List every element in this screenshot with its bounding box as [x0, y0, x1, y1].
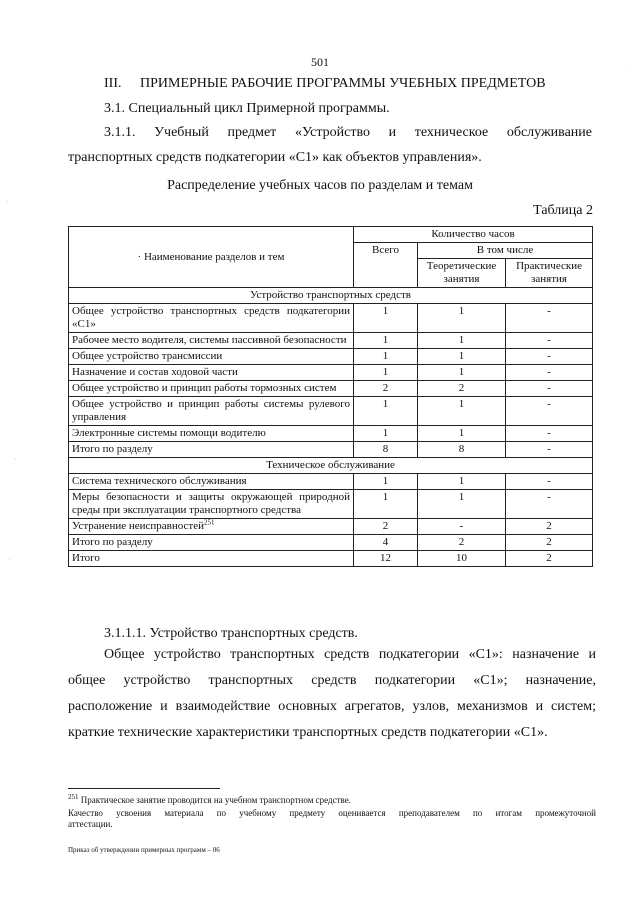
subsection-heading-2-line-2: транспортных средств подкатегории «С1» как объектов управления». — [68, 150, 482, 165]
table-label: Таблица 2 — [533, 203, 593, 218]
row-name: Общее устройство транспортных средств подкатегории «С1» — [72, 305, 350, 330]
paragraph-line: расположение и взаимодействие основных агрегатов, узлов, механизмов и систем; — [68, 699, 596, 714]
row-name: Устранение неисправностей — [72, 520, 204, 532]
row-theory-cell: 10 — [418, 551, 506, 567]
table-row — [69, 365, 593, 381]
section-title-cell: Устройство транспортных средств — [69, 288, 593, 304]
table-row — [69, 304, 593, 333]
row-theory-cell: 1 — [418, 365, 506, 381]
row-name: Итого — [72, 552, 100, 564]
row-theory-cell: 2 — [418, 381, 506, 397]
row-name-cell — [69, 551, 354, 567]
row-practice-cell: - — [506, 426, 593, 442]
row-name: Меры безопасности и защиты окружающей природной среды при эксплуатации транспортного средства — [72, 491, 350, 516]
row-total-cell: 1 — [354, 349, 418, 365]
row-name: Итого по разделу — [72, 443, 153, 455]
row-practice-cell: 2 — [506, 551, 593, 567]
hours-table — [68, 226, 593, 567]
row-practice-cell: - — [506, 349, 593, 365]
table-row — [69, 551, 593, 567]
table-row — [69, 474, 593, 490]
row-practice-cell: - — [506, 397, 593, 426]
row-theory-cell: 1 — [418, 349, 506, 365]
header-including: В том числе — [418, 243, 593, 259]
section-heading — [104, 76, 546, 92]
section-title: ПРИМЕРНЫЕ РАБОЧИЕ ПРОГРАММЫ УЧЕБНЫХ ПРЕДМЕТОВ — [140, 76, 546, 91]
row-practice-cell: - — [506, 442, 593, 458]
subsection-heading-1: 3.1. Специальный цикл Примерной программы. — [104, 101, 390, 116]
row-name: Рабочее место водителя, системы пассивной безопасности — [72, 334, 347, 346]
row-name: Общее устройство и принцип работы тормозных систем — [72, 382, 337, 394]
row-theory-cell: 1 — [418, 333, 506, 349]
subsection-heading-2-line-1: 3.1.1. Учебный предмет «Устройство и техническое обслуживание — [104, 125, 592, 140]
table-row — [69, 426, 593, 442]
scan-speck: · — [8, 555, 11, 564]
row-total-cell: 1 — [354, 426, 418, 442]
row-name: Назначение и состав ходовой части — [72, 366, 238, 378]
table-row — [69, 397, 593, 426]
table-header-row-1 — [69, 227, 593, 243]
row-practice-cell: - — [506, 490, 593, 519]
row-practice-cell: - — [506, 381, 593, 397]
row-practice-cell: - — [506, 474, 593, 490]
page-footer: Приказ об утверждении примерных программ – 06 — [68, 846, 220, 854]
section-title-cell: Техническое обслуживание — [69, 458, 593, 474]
row-theory-cell: 1 — [418, 474, 506, 490]
section-row — [69, 458, 593, 474]
distribution-title: Распределение учебных часов по разделам и темам — [167, 178, 473, 193]
footnote-ref: 251 — [203, 518, 215, 527]
table-row — [69, 490, 593, 519]
paragraph-line: краткие технические характеристики транспортных средств подкатегории «С1». — [68, 725, 548, 740]
table-row — [69, 381, 593, 397]
row-total-cell: 2 — [354, 381, 418, 397]
table-row — [69, 535, 593, 551]
scan-speck: · — [14, 455, 17, 464]
subsection-heading-3: 3.1.1.1. Устройство транспортных средств. — [104, 626, 358, 641]
row-total-cell: 1 — [354, 397, 418, 426]
scan-speck: · — [628, 60, 631, 69]
row-theory-cell: 1 — [418, 426, 506, 442]
row-theory-cell: 8 — [418, 442, 506, 458]
header-practice: Практические занятия — [506, 259, 593, 288]
row-name-cell — [69, 474, 354, 490]
row-theory-cell: 1 — [418, 397, 506, 426]
row-name-cell — [69, 397, 354, 426]
header-total: Всего — [354, 243, 418, 288]
row-total-cell: 12 — [354, 551, 418, 567]
row-name: Общее устройство трансмиссии — [72, 350, 223, 362]
table-row — [69, 442, 593, 458]
header-theory: Теоретические занятия — [418, 259, 506, 288]
row-name: Система технического обслуживания — [72, 475, 247, 487]
row-total-cell: 8 — [354, 442, 418, 458]
row-theory-cell: 1 — [418, 304, 506, 333]
table-row — [69, 519, 593, 535]
footnote-1 — [68, 795, 351, 805]
row-total-cell: 2 — [354, 519, 418, 535]
header-hours: Количество часов — [354, 227, 593, 243]
paragraph-line: Общее устройство транспортных средств подкатегории «С1»: назначение и — [104, 647, 596, 662]
row-total-cell: 4 — [354, 535, 418, 551]
row-total-cell: 1 — [354, 304, 418, 333]
row-name-cell — [69, 349, 354, 365]
row-theory-cell: - — [418, 519, 506, 535]
row-name-cell — [69, 535, 354, 551]
row-name-cell — [69, 333, 354, 349]
row-name-cell — [69, 519, 354, 535]
row-name: Итого по разделу — [72, 536, 153, 548]
row-theory-cell: 2 — [418, 535, 506, 551]
table-row — [69, 349, 593, 365]
row-name: Электронные системы помощи водителю — [72, 427, 266, 439]
row-theory-cell: 1 — [418, 490, 506, 519]
row-total-cell: 1 — [354, 333, 418, 349]
header-name: · Наименование разделов и тем — [69, 227, 354, 288]
row-name-cell — [69, 365, 354, 381]
row-practice-cell: - — [506, 304, 593, 333]
row-name-cell — [69, 426, 354, 442]
row-total-cell: 1 — [354, 365, 418, 381]
page-number: 501 — [311, 55, 329, 69]
row-name: Общее устройство и принцип работы системы рулевого управления — [72, 398, 350, 423]
footnote-mark: 251 — [68, 793, 79, 801]
section-number: III. — [104, 76, 122, 91]
scan-speck: · — [6, 198, 9, 207]
row-name-cell — [69, 304, 354, 333]
row-practice-cell: - — [506, 365, 593, 381]
row-total-cell: 1 — [354, 474, 418, 490]
body-paragraph — [68, 642, 596, 746]
row-total-cell: 1 — [354, 490, 418, 519]
footnote-2-line: Качество усвоения материала по учебному предмету оценивается преподавателем по итогам промежуточной — [68, 808, 596, 818]
footnote-divider — [68, 788, 220, 789]
footnote-2 — [68, 808, 596, 830]
row-practice-cell: - — [506, 333, 593, 349]
section-row — [69, 288, 593, 304]
row-name-cell — [69, 442, 354, 458]
row-practice-cell: 2 — [506, 535, 593, 551]
paragraph-line: общее устройство транспортных средств подкатегории «С1»; назначение, — [68, 673, 596, 688]
table-row — [69, 333, 593, 349]
footnote-text: Практическое занятие проводится на учебном транспортном средстве. — [78, 795, 351, 805]
footnote-2-line: аттестации. — [68, 819, 113, 829]
row-name-cell — [69, 490, 354, 519]
row-practice-cell: 2 — [506, 519, 593, 535]
row-name-cell — [69, 381, 354, 397]
